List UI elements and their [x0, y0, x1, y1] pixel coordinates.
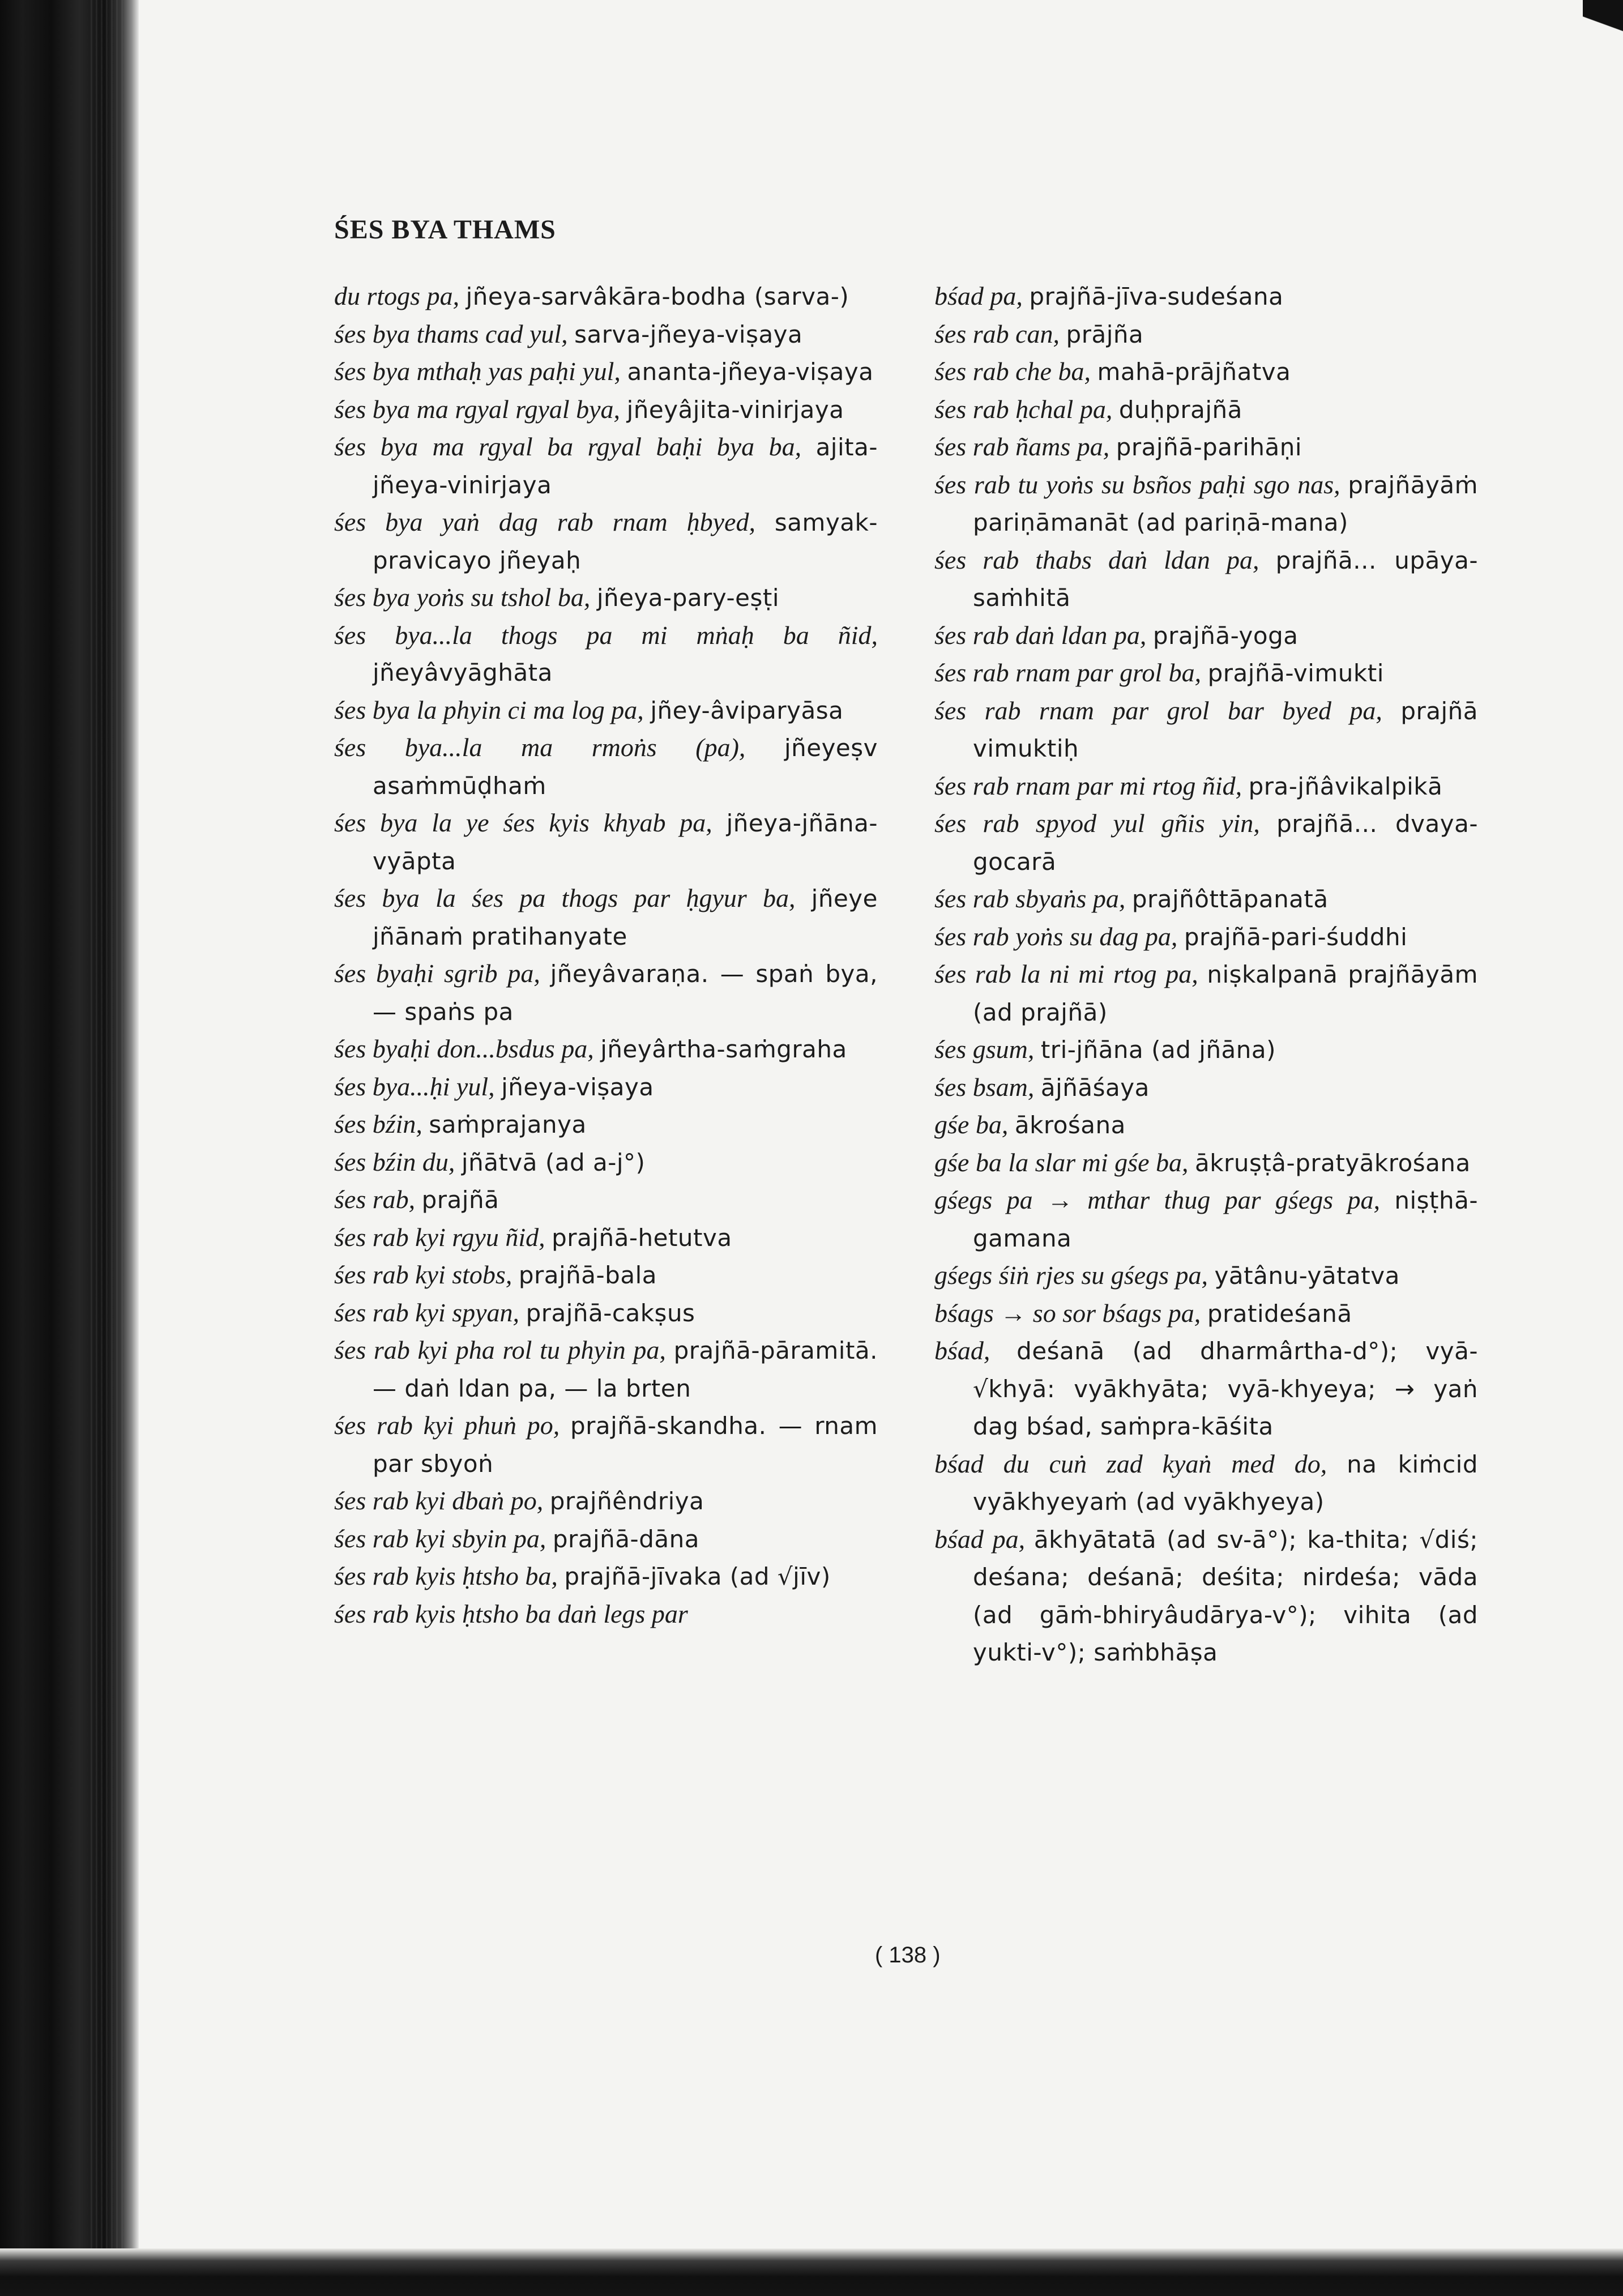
tibetan-headword: śes rab kyi pha rol tu phyin pa,	[334, 1335, 666, 1364]
sanskrit-equivalent: jñeya-pary-eṣṭi	[596, 584, 779, 612]
sanskrit-equivalent: ākrośana	[1014, 1111, 1126, 1139]
dictionary-entry	[334, 880, 878, 955]
sanskrit-equivalent: jñeyâvyāghāta	[373, 659, 553, 686]
dictionary-entry	[934, 805, 1478, 880]
sanskrit-equivalent: prajñā vimuktiḥ	[973, 697, 1479, 762]
dictionary-entry	[934, 1069, 1478, 1107]
dictionary-entry	[334, 503, 878, 579]
dictionary-entry	[334, 1520, 878, 1558]
dictionary-entry	[934, 880, 1478, 918]
sanskrit-equivalent: jñeyâjita-vinirjaya	[626, 395, 844, 424]
sanskrit-equivalent: niṣṭhā-gamana	[973, 1187, 1478, 1252]
sanskrit-equivalent: prajñā... dvaya-gocarā	[973, 810, 1479, 876]
tibetan-headword: śes bya thams cad yul,	[334, 319, 568, 348]
tibetan-headword: śes rab kyi rgyu ñid,	[334, 1222, 545, 1252]
tibetan-headword: du rtogs pa,	[334, 281, 460, 310]
tibetan-headword: śes rab kyi sbyin pa,	[334, 1523, 546, 1553]
dictionary-entry	[934, 428, 1478, 466]
right-column	[934, 278, 1478, 1671]
tibetan-headword: śes rab rnam par grol ba,	[934, 658, 1202, 687]
dictionary-entry	[934, 391, 1478, 429]
page-title: ŚES BYA THAMS	[334, 215, 556, 245]
dictionary-entry	[934, 1181, 1478, 1257]
sanskrit-equivalent: jñeye jñānaṁ pratihanyate	[373, 885, 878, 950]
dictionary-entry	[934, 1295, 1478, 1333]
sanskrit-equivalent: prajñā-bala	[518, 1261, 657, 1289]
tibetan-headword: śes rab can,	[934, 319, 1060, 348]
sanskrit-equivalent: prajñôttāpanatā	[1131, 885, 1329, 913]
tibetan-headword: śes rab rnam par grol bar byed pa,	[934, 695, 1382, 725]
dictionary-entry	[334, 617, 878, 692]
sanskrit-equivalent: prajñā-yoga	[1152, 621, 1299, 650]
sanskrit-equivalent: saṁprajanya	[429, 1111, 587, 1138]
dictionary-entry	[934, 1106, 1478, 1144]
dictionary-entry	[934, 353, 1478, 391]
tibetan-headword: śes bya mthaḥ yas paḥi yul,	[334, 357, 621, 386]
sanskrit-equivalent: tri-jñāna (ad jñāna)	[1040, 1036, 1276, 1064]
dictionary-entry	[334, 1219, 878, 1257]
dictionary-entry	[334, 1557, 878, 1595]
dictionary-entry	[934, 278, 1478, 315]
dictionary-entry	[934, 767, 1478, 805]
dictionary-entry	[334, 315, 878, 353]
tibetan-headword: śes rab ḥchal pa,	[934, 394, 1113, 424]
dictionary-entry	[934, 654, 1478, 692]
sanskrit-equivalent: prajñā-cakṣus	[526, 1299, 695, 1327]
dictionary-entry	[934, 918, 1478, 956]
dictionary-entry	[334, 1294, 878, 1332]
tibetan-headword: śes bsam,	[934, 1072, 1035, 1102]
dictionary-entry	[334, 1181, 878, 1219]
tibetan-headword: gśegs pa → mthar thug par gśegs pa,	[934, 1185, 1380, 1214]
dictionary-entry	[334, 428, 878, 503]
sanskrit-equivalent: prajñāyāṁ pariṇāmanāt (ad pariṇā-mana)	[973, 471, 1478, 536]
dictionary-entry	[334, 1407, 878, 1482]
dictionary-entry	[334, 1256, 878, 1294]
sanskrit-equivalent: jñeyâvaraṇa. — spaṅ bya, — spaṅs pa	[373, 960, 878, 1026]
sanskrit-equivalent: prajñā	[421, 1186, 499, 1214]
tibetan-headword: śes bya...la thogs pa mi mṅaḥ ba ñid,	[334, 620, 878, 650]
sanskrit-equivalent: jñeya-sarvâkāra-bodha (sarva-)	[465, 283, 849, 310]
dictionary-entry	[334, 1143, 878, 1181]
dictionary-entry	[934, 692, 1478, 767]
dictionary-entry	[334, 278, 878, 315]
tibetan-headword: śes bya yaṅ dag rab rnam ḥbyed,	[334, 507, 755, 536]
tibetan-headword: śes rab thabs daṅ ldan pa,	[934, 545, 1259, 574]
tibetan-headword: śes rab kyi phuṅ po,	[334, 1411, 560, 1440]
sanskrit-equivalent: jñey-âviparyāsa	[650, 696, 844, 724]
sanskrit-equivalent: jñeyeṣv asaṁmūḍhaṁ	[373, 734, 878, 800]
sanskrit-equivalent: yātânu-yātatva	[1214, 1262, 1400, 1290]
scan-corner-mark	[1583, 0, 1623, 54]
sanskrit-equivalent: ājñāśaya	[1040, 1073, 1150, 1102]
sanskrit-equivalent: prajñā-jīvaka (ad √jīv)	[564, 1563, 831, 1590]
sanskrit-equivalent: pra-jñâvikalpikā	[1248, 772, 1443, 800]
sanskrit-equivalent: jñātvā (ad a-j°)	[461, 1148, 646, 1176]
sanskrit-equivalent: prajñā-vimukti	[1207, 659, 1384, 687]
tibetan-headword: śes bya...la ma rmoṅs (pa),	[334, 733, 746, 762]
dictionary-entry	[934, 1521, 1478, 1671]
dictionary-entry	[334, 955, 878, 1030]
dictionary-entry	[934, 617, 1478, 655]
tibetan-headword: śes bya...ḥi yul,	[334, 1072, 495, 1101]
sanskrit-equivalent: prajñā-jīva-sudeśana	[1029, 283, 1284, 310]
tibetan-headword: śes rab la ni mi rtog pa,	[934, 959, 1198, 988]
tibetan-headword: bśad pa,	[934, 1524, 1026, 1554]
sanskrit-equivalent: prajñā-parihāṇi	[1116, 433, 1302, 461]
tibetan-headword: śes rab spyod yul gñis yin,	[934, 809, 1260, 838]
dictionary-entry	[334, 729, 878, 804]
tibetan-headword: śes rab kyi stobs,	[334, 1260, 512, 1289]
tibetan-headword: śes bya yoṅs su tshol ba,	[334, 583, 591, 612]
tibetan-headword: śes bya ma rgyal ba rgyal baḥi bya ba,	[334, 432, 802, 461]
sanskrit-equivalent: samyak-pravicayo jñeyaḥ	[373, 509, 878, 574]
tibetan-headword: śes rab sbyaṅs pa,	[934, 884, 1126, 913]
sanskrit-equivalent: prājña	[1066, 320, 1144, 348]
sanskrit-equivalent: pratideśanā	[1207, 1299, 1352, 1328]
tibetan-headword: śes byaḥi don...bsdus pa,	[334, 1034, 594, 1063]
tibetan-headword: śes rab,	[334, 1185, 416, 1214]
sanskrit-equivalent: niṣkalpanā prajñāyām (ad prajñā)	[973, 961, 1478, 1026]
tibetan-headword: śes rab kyis ḥtsho ba daṅ legs par	[334, 1599, 688, 1628]
dictionary-entry	[334, 1106, 878, 1143]
tibetan-headword: śes gsum,	[934, 1035, 1035, 1064]
tibetan-headword: śes bźin,	[334, 1109, 422, 1138]
sanskrit-equivalent: ananta-jñeya-viṣaya	[627, 358, 874, 386]
tibetan-headword: śes rab kyi spyan,	[334, 1298, 520, 1327]
tibetan-headword: śes rab che ba,	[934, 357, 1091, 386]
sanskrit-equivalent: ajita-jñeya-vinirjaya	[373, 433, 878, 499]
sanskrit-equivalent: sarva-jñeya-viṣaya	[574, 320, 803, 348]
dictionary-entry	[334, 692, 878, 729]
dictionary-entry	[334, 579, 878, 617]
tibetan-headword: śes rab daṅ ldan pa,	[934, 620, 1147, 650]
tibetan-headword: śes rab rnam par mi rtog ñid,	[934, 771, 1242, 800]
dictionary-entry	[334, 1595, 878, 1633]
sanskrit-equivalent: jñeyârtha-saṁgraha	[600, 1035, 847, 1063]
sanskrit-equivalent: prajñêndriya	[549, 1487, 704, 1515]
sanskrit-equivalent: deśanā (ad dharmârtha-d°); vyā-√khyā: vyākhyāta; vyā-khyeya; → yaṅ dag bśad, saṁpra-kāśita	[973, 1337, 1478, 1440]
tibetan-headword: gśegs śiṅ rjes su gśegs pa,	[934, 1261, 1208, 1290]
tibetan-headword: śes rab ñams pa,	[934, 432, 1110, 461]
dictionary-entry	[934, 466, 1478, 541]
dictionary-entry	[334, 1068, 878, 1106]
dictionary-entry	[934, 315, 1478, 353]
book-binding-shadow	[0, 0, 139, 2296]
tibetan-headword: bśad pa,	[934, 281, 1023, 310]
sanskrit-equivalent: prajñā... upāya-saṁhitā	[973, 546, 1478, 612]
page-number: ( 138 )	[875, 1943, 941, 1968]
tibetan-headword: gśe ba la slar mi gśe ba,	[934, 1147, 1189, 1177]
tibetan-headword: śes bya la phyin ci ma log pa,	[334, 695, 644, 724]
sanskrit-equivalent: jñeya-viṣaya	[501, 1073, 654, 1101]
dictionary-entry	[934, 1144, 1478, 1182]
dictionary-entry	[934, 1031, 1478, 1069]
tibetan-headword: bśags → so sor bśags pa,	[934, 1298, 1201, 1328]
dictionary-entry	[334, 804, 878, 880]
dictionary-entry	[934, 541, 1478, 617]
tibetan-headword: bśad,	[934, 1336, 990, 1365]
sanskrit-equivalent: prajñā-pari-śuddhi	[1184, 923, 1408, 951]
sanskrit-equivalent: prajñā-skandha. — rnam par sbyoṅ	[373, 1412, 878, 1478]
sanskrit-equivalent: prajñā-pāramitā. — daṅ ldan pa, — la brten	[373, 1337, 878, 1402]
tibetan-headword: gśe ba,	[934, 1110, 1009, 1139]
dictionary-entry	[334, 391, 878, 429]
dictionary-entry	[334, 1331, 878, 1407]
sanskrit-equivalent: ākruṣṭâ-pratyākrośana	[1195, 1149, 1471, 1177]
tibetan-headword: śes rab kyi dbaṅ po,	[334, 1486, 544, 1515]
scan-bottom-edge	[0, 2248, 1623, 2296]
tibetan-headword: śes byaḥi sgrib pa,	[334, 959, 540, 988]
sanskrit-equivalent: prajñā-hetutva	[552, 1223, 732, 1252]
dictionary-entry	[934, 955, 1478, 1031]
sanskrit-equivalent: duḥprajñā	[1118, 395, 1242, 424]
tibetan-headword: śes bya la śes pa thogs par ḥgyur ba,	[334, 884, 796, 912]
tibetan-headword: śes rab tu yoṅs su bsños paḥi sgo nas,	[934, 470, 1340, 499]
dictionary-entry	[934, 1257, 1478, 1295]
binding-edge	[91, 0, 125, 2296]
left-column	[334, 278, 878, 1633]
tibetan-headword: śes rab yoṅs su dag pa,	[934, 921, 1178, 951]
dictionary-entry	[934, 1332, 1478, 1445]
tibetan-headword: śes bya la ye śes kyis khyab pa,	[334, 808, 712, 837]
tibetan-headword: śes rab kyis ḥtsho ba,	[334, 1561, 558, 1590]
dictionary-entry	[334, 1030, 878, 1068]
tibetan-headword: bśad du cuṅ zad kyaṅ med do,	[934, 1449, 1327, 1478]
sanskrit-equivalent: jñeya-jñāna-vyāpta	[373, 809, 878, 875]
sanskrit-equivalent: na kiṁcid vyākhyeyaṁ (ad vyākhyeya)	[973, 1450, 1478, 1516]
tibetan-headword: śes bya ma rgyal rgyal bya,	[334, 394, 621, 424]
sanskrit-equivalent: prajñā-dāna	[552, 1525, 699, 1553]
dictionary-entry	[334, 1482, 878, 1520]
sanskrit-equivalent: mahā-prājñatva	[1097, 358, 1291, 386]
sanskrit-equivalent: ākhyātatā (ad sv-ā°); ka-thita; √diś; deśana; deśanā; deśita; nirdeśa; vāda (ad gāṁ-bhiryâudārya-v°); vihita (ad yukti-v°); saṁbhāṣa	[973, 1525, 1479, 1666]
tibetan-headword: śes bźin du,	[334, 1147, 455, 1176]
dictionary-entry	[334, 353, 878, 391]
dictionary-entry	[934, 1445, 1478, 1521]
